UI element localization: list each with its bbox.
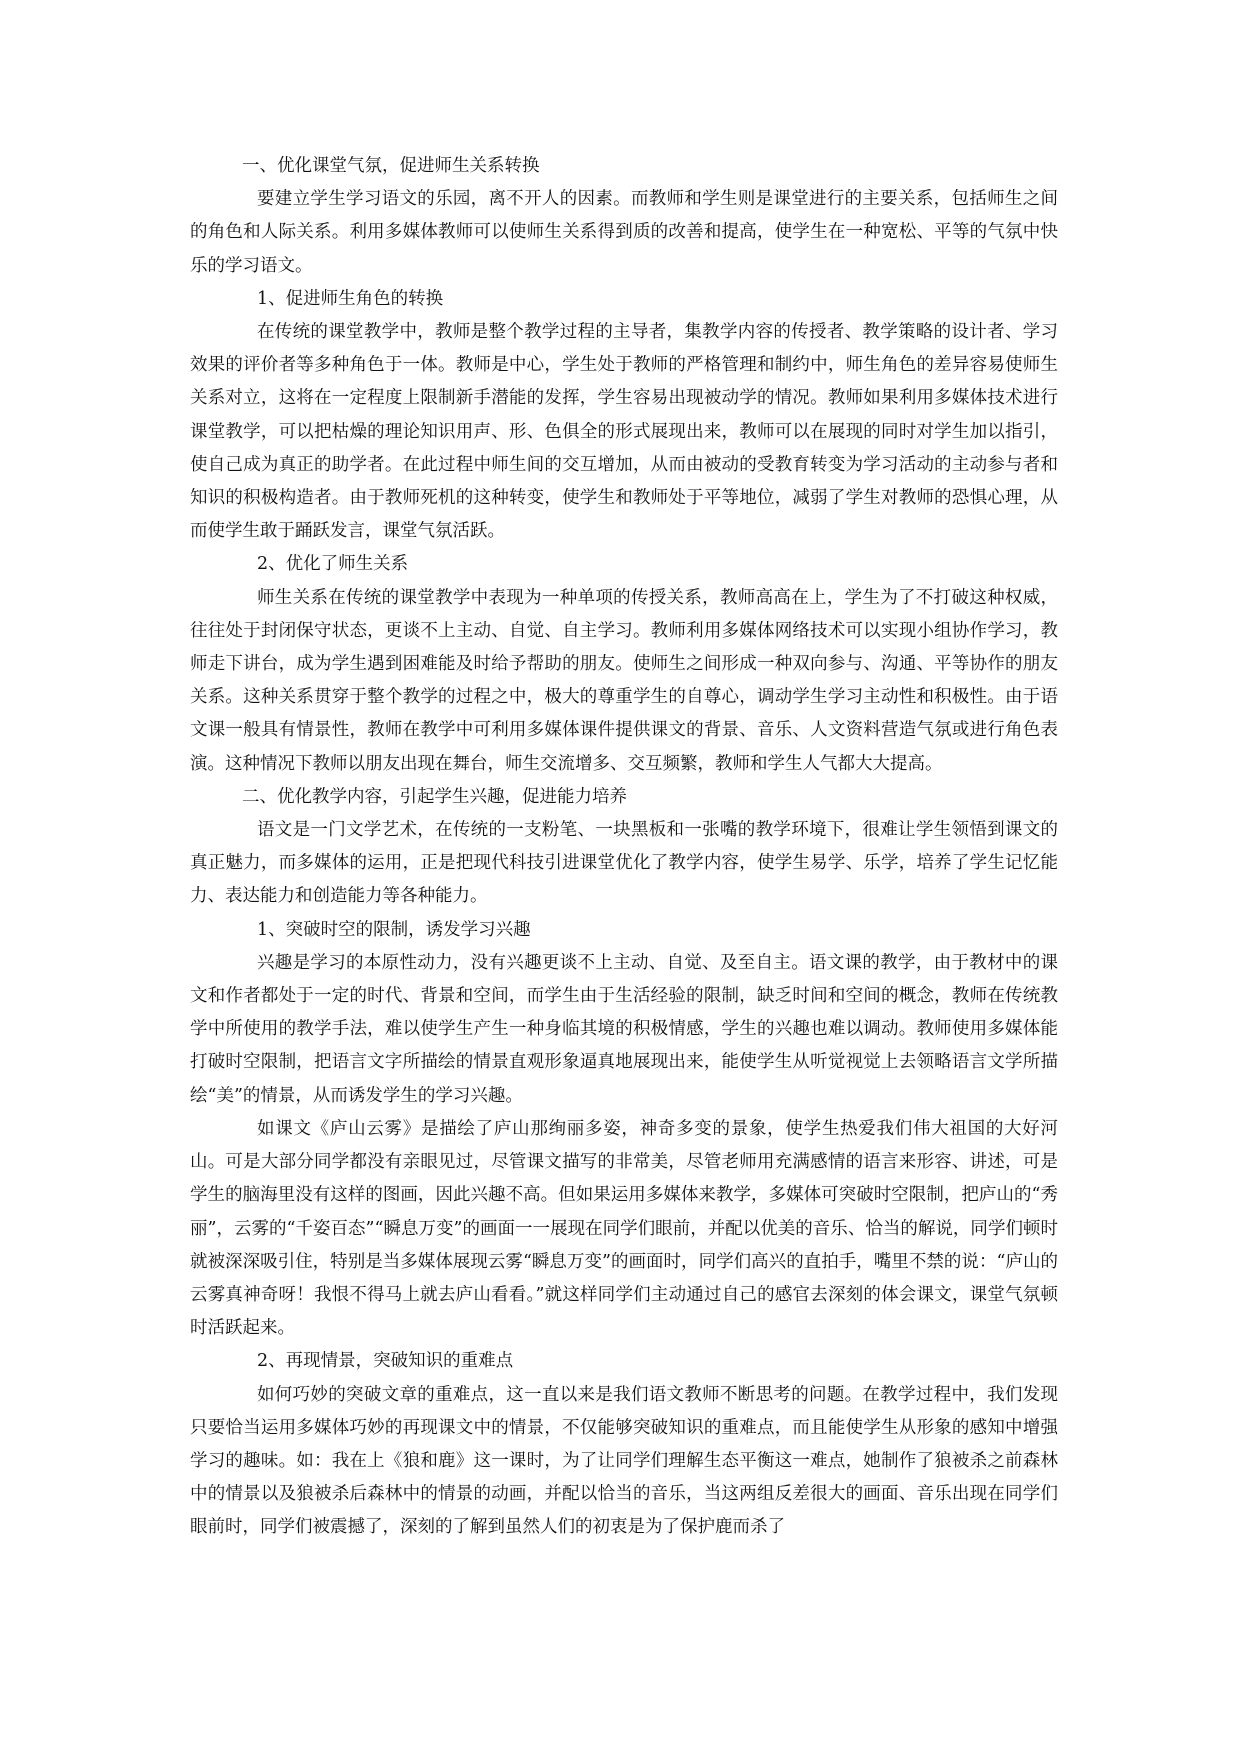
subsection-heading: 1、突破时空的限制，诱发学习兴趣 [257, 919, 531, 940]
section-heading-2: 二、优化教学内容，引起学生兴趣，促进能力培养 [242, 786, 627, 807]
paragraph: 师生关系在传统的课堂教学中表现为一种单项的传授关系，教师高高在上，学生为了不打破这种权威，往往处于封闭保守状态，更谈不上主动、自觉、自主学习。教师利用多媒体网络技术可以实现小组协作学习，教师走下讲台，成为学生遇到困难能及时给予帮助的朋友。使师生之间形成一种双向参与、沟通、平等协作的朋友关系。这种关系贯穿于整个教学的过程之中，极大的尊重学生的自尊心，调动学生学习主动性和积极性。由于语文课一般具有情景性，教师在教学中可利用多媒体课件提供课文的背景、音乐、人文资料营造气氛或进行角色表演。这种情况下教师以朋友出现在舞台，师生交流增多、交互频繁，教师和学生人气都大大提高。 [190, 587, 1058, 774]
paragraph: 如何巧妙的突破文章的重难点，这一直以来是我们语文教师不断思考的问题。在教学过程中，我们发现只要恰当运用多媒体巧妙的再现课文中的情景，不仅能够突破知识的重难点，而且能使学生从形象的感知中增强学习的趣味。如：我在上《狼和鹿》这一课时，为了让同学们理解生态平衡这一难点，她制作了狼被杀之前森林中的情景以及狼被杀后森林中的情景的动画，并配以恰当的音乐，当这两组反差很大的画面、音乐出现在同学们眼前时，同学们被震撼了，深刻的了解到虽然人们的初衷是为了保护鹿而杀了 [190, 1384, 1058, 1538]
paragraph: 兴趣是学习的本原性动力，没有兴趣更谈不上主动、自觉、及至自主。语文课的教学，由于教材中的课文和作者都处于一定的时代、背景和空间，而学生由于生活经验的限制，缺乏时间和空间的概念，教师在传统教学中所使用的教学手法，难以使学生产生一种身临其境的积极情感，学生的兴趣也难以调动。教师使用多媒体能打破时空限制，把语言文字所描绘的情景直观形象逼真地展现出来，能使学生从听觉视觉上去领略语言文学所描绘“美”的情景，从而诱发学生的学习兴趣。 [190, 952, 1058, 1106]
subsection-heading: 1、促进师生角色的转换 [257, 288, 444, 309]
paragraph: 要建立学生学习语文的乐园，离不开人的因素。而教师和学生则是课堂进行的主要关系，包括师生之间的角色和人际关系。利用多媒体教师可以使师生关系得到质的改善和提高，使学生在一种宽松、平等的气氛中快乐的学习语文。 [190, 189, 1058, 276]
paragraph: 如课文《庐山云雾》是描绘了庐山那绚丽多姿，神奇多变的景象，使学生热爱我们伟大祖国的大好河山。可是大部分同学都没有亲眼见过，尽管课文描写的非常美，尽管老师用充满感情的语言来形容、讲述，可是学生的脑海里没有这样的图画，因此兴趣不高。但如果运用多媒体来教学，多媒体可突破时空限制，把庐山的“秀丽”，云雾的“千姿百态”“瞬息万变”的画面一一展现在同学们眼前，并配以优美的音乐、恰当的解说，同学们顿时就被深深吸引住，特别是当多媒体展现云雾“瞬息万变”的画面时，同学们高兴的直拍手，嘴里不禁的说：“庐山的云雾真神奇呀！我恨不得马上就去庐山看看。”就这样同学们主动通过自己的感官去深刻的体会课文，课堂气氛顿时活跃起来。 [190, 1118, 1058, 1339]
section-heading-1: 一、优化课堂气氛，促进师生关系转换 [242, 156, 540, 176]
subsection-heading: 2、再现情景，突破知识的重难点 [257, 1351, 514, 1372]
paragraph: 语文是一门文学艺术，在传统的一支粉笔、一块黑板和一张嘴的教学环境下，很难让学生领悟到课文的真正魅力，而多媒体的运用，正是把现代科技引进课堂优化了教学内容，使学生易学、乐学，培养了学生记忆能力、表达能力和创造能力等各种能力。 [190, 820, 1058, 907]
subsection-heading: 2、优化了师生关系 [257, 554, 409, 575]
document-body [190, 150, 1058, 1545]
paragraph: 在传统的课堂教学中，教师是整个教学过程的主导者，集教学内容的传授者、教学策略的设计者、学习效果的评价者等多种角色于一体。教师是中心，学生处于教师的严格管理和制约中，师生角色的差异容易使师生关系对立，这将在一定程度上限制新手潜能的发挥，学生容易出现被动学的情况。教师如果利用多媒体技术进行课堂教学，可以把枯燥的理论知识用声、形、色俱全的形式展现出来，教师可以在展现的同时对学生加以指引，使自己成为真正的助学者。在此过程中师生间的交互增加，从而由被动的受教育转变为学习活动的主动参与者和知识的积极构造者。由于教师死机的这种转变，使学生和教师处于平等地位，减弱了学生对教师的恐惧心理，从而使学生敢于踊跃发言，课堂气氛活跃。 [190, 322, 1058, 542]
